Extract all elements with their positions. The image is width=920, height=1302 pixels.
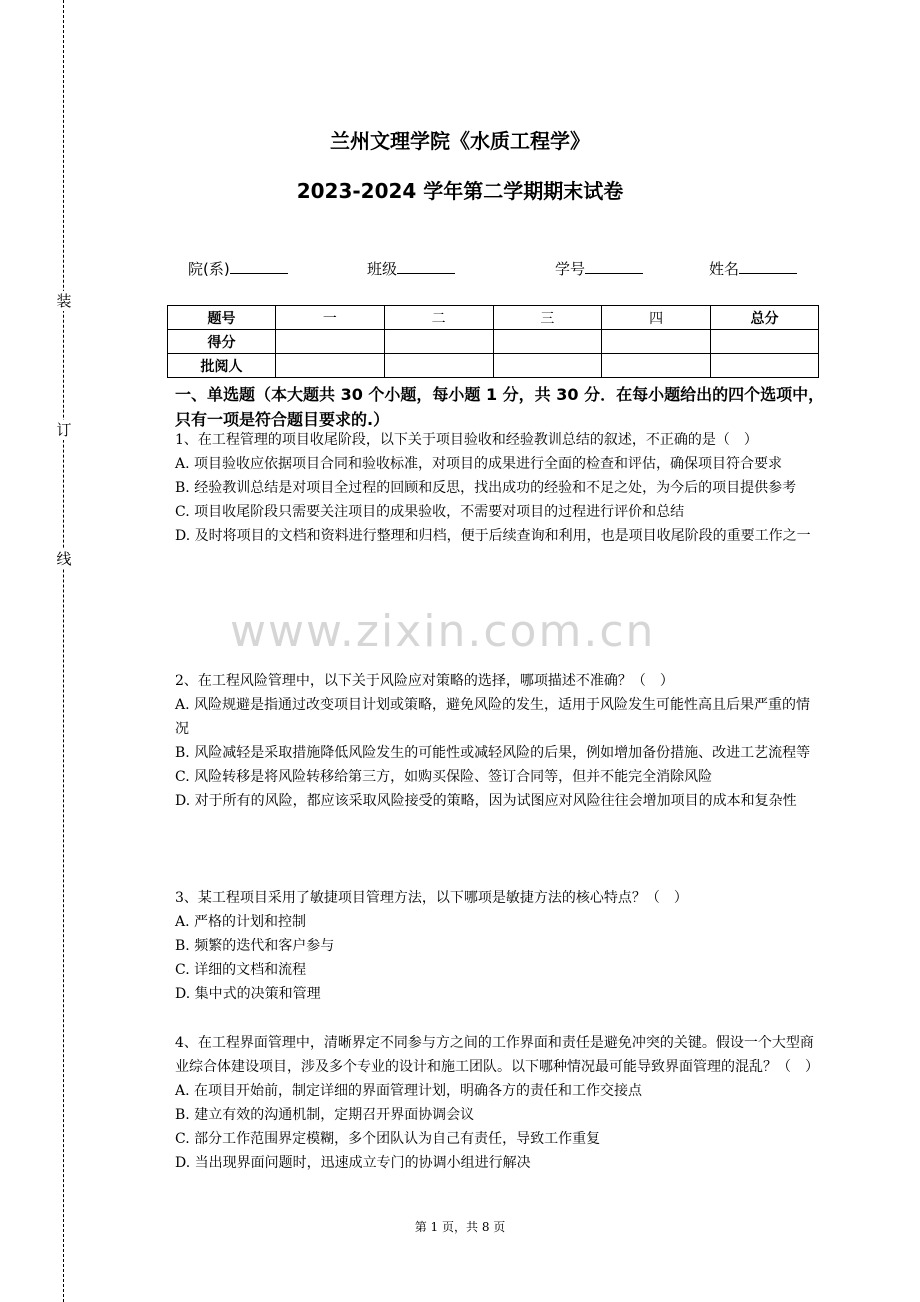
field-label: 院(系) — [188, 260, 230, 278]
field-label: 学号 — [555, 260, 586, 278]
question-3 — [175, 886, 820, 1006]
question-stem: 3、某工程项目采用了敏捷项目管理方法，以下哪项是敏捷方法的核心特点？（ ） — [175, 890, 688, 906]
field-department — [188, 258, 288, 279]
table-row — [168, 330, 819, 354]
option-b[interactable]: B. 风险减轻是采取措施降低风险发生的可能性或减轻风险的后果，例如增加备份措施、改进工艺流程等 — [175, 745, 811, 761]
table-cell: 批阅人 — [168, 354, 276, 378]
binding-char-xian: 线 — [56, 550, 72, 568]
section-heading: 一、单选题（本大题共 30 个小题，每小题 1 分，共 30 分．在每小题给出的四个选项中，只有一项是符合题目要求的.） — [175, 385, 825, 429]
table-row — [168, 306, 819, 330]
table-cell[interactable] — [493, 330, 602, 354]
table-cell[interactable] — [493, 354, 602, 378]
question-2 — [175, 669, 820, 813]
field-name — [709, 258, 797, 279]
question-4 — [175, 1031, 820, 1175]
option-c[interactable]: C. 详细的文档和流程 — [175, 962, 307, 978]
option-b[interactable]: B. 经验教训总结是对项目全过程的回顾和反思，找出成功的经验和不足之处，为今后的项目提供参考 — [175, 480, 797, 496]
question-stem: 2、在工程风险管理中，以下关于风险应对策略的选择，哪项描述不准确？（ ） — [175, 673, 674, 689]
question-stem: 1、在工程管理的项目收尾阶段，以下关于项目验收和经验教训总结的叙述，不正确的是（ ） — [175, 432, 758, 448]
table-cell: 总分 — [711, 306, 819, 330]
option-d[interactable]: D. 集中式的决策和管理 — [175, 986, 321, 1002]
table-cell[interactable] — [711, 354, 819, 378]
department-blank[interactable] — [230, 259, 288, 274]
question-1 — [175, 428, 820, 548]
option-a[interactable]: A. 在项目开始前，制定详细的界面管理计划，明确各方的责任和工作交接点 — [175, 1083, 643, 1099]
option-c[interactable]: C. 部分工作范围界定模糊，多个团队认为自己有责任，导致工作重复 — [175, 1131, 601, 1147]
table-cell: 题号 — [168, 306, 276, 330]
option-a[interactable]: A. 项目验收应依据项目合同和验收标准，对项目的成果进行全面的检查和评估，确保项目符合要求 — [175, 456, 783, 472]
table-cell: 一 — [276, 306, 385, 330]
table-cell[interactable] — [602, 330, 711, 354]
option-d[interactable]: D. 当出现界面问题时，迅速成立专门的协调小组进行解决 — [175, 1155, 531, 1171]
table-cell[interactable] — [276, 330, 385, 354]
exam-title: 兰州文理学院《水质工程学》 — [330, 129, 590, 153]
table-cell: 四 — [602, 306, 711, 330]
option-b[interactable]: B. 建立有效的沟通机制，定期召开界面协调会议 — [175, 1107, 475, 1123]
class-blank[interactable] — [397, 259, 455, 274]
question-stem: 4、在工程界面管理中，清晰界定不同参与方之间的工作界面和责任是避免冲突的关键。假设一个大型商业综合体建设项目，涉及多个专业的设计和施工团队。以下哪种情况最可能导致界面管理的混乱？（ ） — [175, 1035, 819, 1075]
binding-char-ding: 订 — [56, 421, 72, 439]
table-cell: 三 — [493, 306, 602, 330]
table-cell[interactable] — [384, 330, 493, 354]
table-cell: 二 — [384, 306, 493, 330]
binding-char-zhuang: 装 — [56, 292, 72, 310]
name-blank[interactable] — [739, 259, 797, 274]
page-number: 第 1 页，共 8 页 — [414, 1220, 506, 1234]
option-c[interactable]: C. 风险转移是将风险转移给第三方，如购买保险、签订合同等，但并不能完全消除风险 — [175, 769, 713, 785]
exam-subtitle: 2023-2024 学年第二学期期末试卷 — [296, 179, 624, 203]
table-row — [168, 354, 819, 378]
field-class — [367, 258, 455, 279]
table-cell[interactable] — [384, 354, 493, 378]
option-c[interactable]: C. 项目收尾阶段只需要关注项目的成果验收，不需要对项目的过程进行评价和总结 — [175, 504, 685, 520]
table-cell[interactable] — [276, 354, 385, 378]
score-table — [167, 305, 819, 378]
option-b[interactable]: B. 频繁的迭代和客户参与 — [175, 938, 335, 954]
student-id-blank[interactable] — [585, 259, 643, 274]
table-cell[interactable] — [711, 330, 819, 354]
option-d[interactable]: D. 及时将项目的文档和资料进行整理和归档，便于后续查询和利用，也是项目收尾阶段的重要工作之一 — [175, 528, 811, 544]
option-a[interactable]: A. 严格的计划和控制 — [175, 914, 307, 930]
watermark: www.zixin.com.cn — [230, 606, 656, 657]
option-d[interactable]: D. 对于所有的风险，都应该采取风险接受的策略，因为试图应对风险往往会增加项目的成本和复杂性 — [175, 793, 797, 809]
field-label: 班级 — [367, 260, 398, 278]
table-cell[interactable] — [602, 354, 711, 378]
field-student-id — [555, 258, 643, 279]
option-a[interactable]: A. 风险规避是指通过改变项目计划或策略，避免风险的发生，适用于风险发生可能性高且后果严重的情况 — [175, 697, 811, 737]
field-label: 姓名 — [709, 260, 740, 278]
table-cell: 得分 — [168, 330, 276, 354]
